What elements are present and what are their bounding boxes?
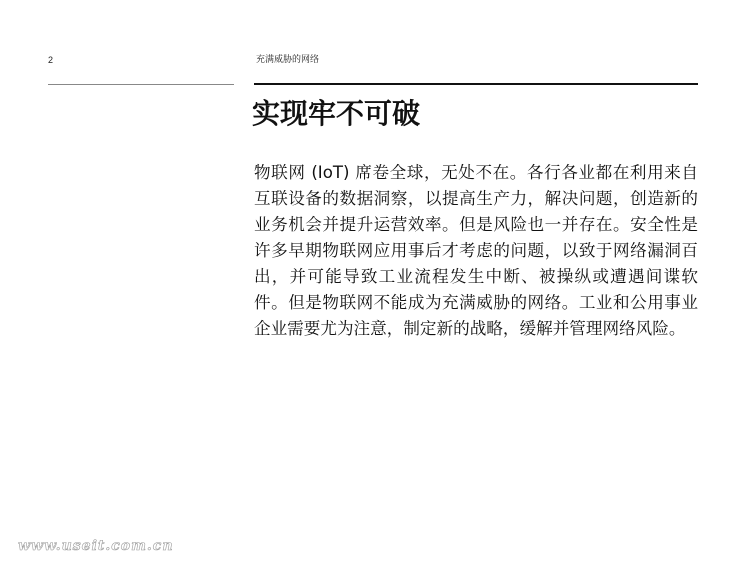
running-header-title: 充满威胁的网络 [256,55,320,65]
section-title: 实现牢不可破 [252,97,421,130]
header-divider-left [48,84,234,85]
header-divider-right [254,83,698,85]
body-paragraph: 物联网 (IoT) 席卷全球，无处不在。各行各业都在利用来自互联设备的数据洞察，以提高生产力，解决问题，创造新的业务机会并提升运营效率。但是风险也一并存在。安全性是许多早期物联网应用事后才考虑的问题，以致于网络漏洞百出，并可能导致工业流程发生中断、被操纵或遭遇间谍软件。但是物联网不能成为充满威胁的网络。工业和公用事业企业需要尤为注意，制定新的战略，缓解并管理网络风险。 [254,163,698,338]
page-number: 2 [48,55,54,65]
site-watermark: www.useit.com.cn [18,538,174,554]
